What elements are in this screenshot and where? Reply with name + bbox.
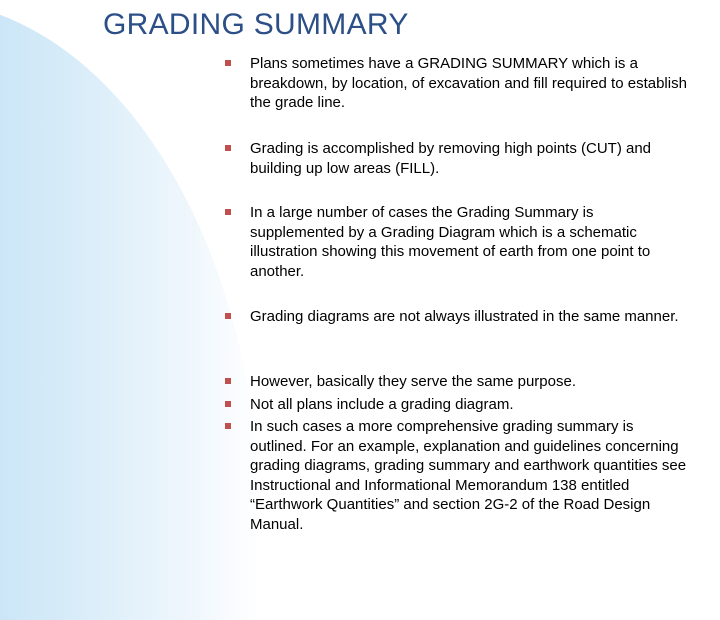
square-bullet-icon bbox=[225, 209, 231, 215]
slide-title: GRADING SUMMARY bbox=[103, 8, 409, 41]
bullet-text: However, basically they serve the same purpose. bbox=[250, 373, 576, 390]
bullet-text: Grading diagrams are not always illustrated in the same manner. bbox=[250, 308, 679, 325]
square-bullet-icon bbox=[225, 145, 231, 151]
bullet-text: Grading is accomplished by removing high points (CUT) and building up low areas (FILL). bbox=[250, 140, 652, 177]
bullet-text: Not all plans include a grading diagram. bbox=[250, 396, 514, 413]
square-bullet-icon bbox=[225, 378, 231, 384]
square-bullet-icon bbox=[225, 401, 231, 407]
bullet-text: In a large number of cases the Grading Summary is supplemented by a Grading Diagram which is a schematic illustration showing this movement of earth from one point to another. bbox=[250, 204, 651, 280]
bullet-text: In such cases a more comprehensive grading summary is outlined. For an example, explanation and guidelines concerning grading diagrams, grading summary and earthwork quantities see Instructional and Informational Memorandum 138 entitled “Earthwork Quantities” and section 2G-2 of the Road Design Manual. bbox=[250, 418, 687, 533]
square-bullet-icon bbox=[225, 313, 231, 319]
square-bullet-icon bbox=[225, 423, 231, 429]
bullet-text: Plans sometimes have a GRADING SUMMARY which is a breakdown, by location, of excavation and fill required to establish the grade line. bbox=[250, 55, 687, 111]
square-bullet-icon bbox=[225, 60, 231, 66]
